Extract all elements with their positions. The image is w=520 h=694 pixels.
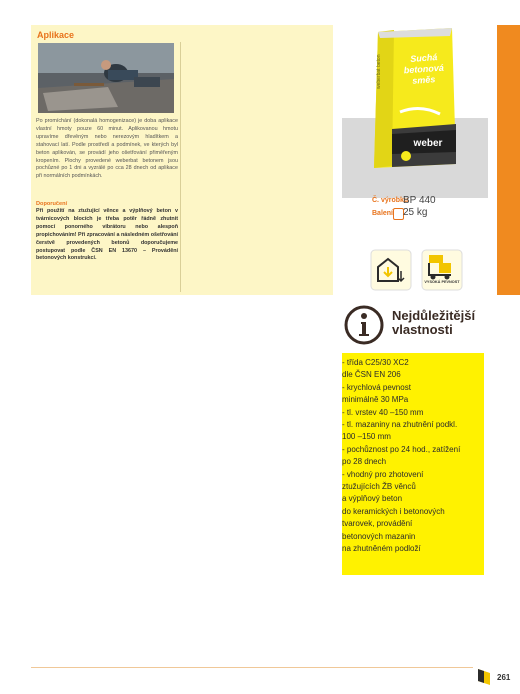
properties-title-line2: vlastnosti [392,322,453,337]
property-item: do keramických i betonových [342,506,445,516]
footer-logo-icon [476,667,492,687]
property-item: po 28 dnech [342,457,387,467]
property-item: minimálně 30 MPa [342,395,409,405]
properties-title-line1: Nejdůležitější [392,308,476,323]
product-code-label: Č. výrobku [372,197,409,204]
property-item: - pochůznost po 24 hod., zatížení [342,444,461,454]
property-item: - tl. mazaniny na zhutnění podkl. [342,420,458,430]
recommendation-text: Při použití na ztužující věnce a výplňový beton v tvárnicových blocích je třeba potěr řádně zhutnit pomocí ponorného vibrátoru nebo alespoň propichováním! Při zpracování a následném ošetřování čerstvě provedených betonů doporučujeme postupovat podle ČSN EN 13670 – Provádění betonových konstrukcí. [36,208,178,262]
forklift-icon [421,249,463,291]
floor-level-icon [370,249,412,291]
recommendation-title: Doporučení [36,201,68,207]
column-divider [180,42,181,292]
property-item: 100 –150 mm [342,432,391,442]
property-item: - tl. vrstev 40 –150 mm [342,407,424,417]
bag-headline-3: směs [411,74,436,86]
forklift-icon-label: VYSOKÁ PEVNOST [424,280,460,284]
page-number: 261 [497,673,511,682]
property-item: - krychlová pevnost [342,382,411,392]
section-title: Aplikace [37,30,75,40]
bag-side-text: weberbat beton [376,54,382,89]
pack-label: Balení [372,210,394,217]
property-item: - vhodný pro zhotovení [342,469,424,479]
bag-headline-2: betonová [403,62,445,76]
application-text: Po promíchání (dokonalá homogenizace) je doba aplikace vlastní hmoty pouze 60 minut. Aplikovanou hmotu upravíme dřevěným nebo nerezovým hladítkem a stahovací latí. Podle prostředí a podmínek, ve kterých byl beton aplikován, se provádí jeho ošetřování přiměřeným kropením. Plochy provedené weberbat betonem jsou pochůzné po 1 dni a vyzrálé po cca 28 dnech od aplikace při normálních podmínkách. [36,118,178,180]
footer-divider [31,667,473,668]
properties-list [342,357,460,556]
property-item: ztužujících ŽB věnců [342,482,416,492]
worker-photo-illustration [38,43,174,113]
properties-title [392,309,502,337]
cement-bag-illustration [370,24,460,172]
property-item: tvarovek, provádění [342,519,413,529]
pack-value: 25 kg [403,207,428,218]
bag-brand-logo: weber [413,138,443,149]
property-item: na zhutněném podloží [342,544,421,554]
info-badge-icon [344,305,384,345]
side-accent-bar [497,25,520,295]
property-item: betonových mazanin [342,531,416,541]
property-item: a výplňový beton [342,494,403,504]
property-item: - třída C25/30 XC2 [342,358,409,367]
property-item: dle ČSN EN 206 [342,370,401,380]
application-photo [38,43,174,113]
product-code-value: BP 440 [403,195,436,206]
product-bag [370,24,460,172]
bag-headline-1: Suchá [409,52,438,64]
